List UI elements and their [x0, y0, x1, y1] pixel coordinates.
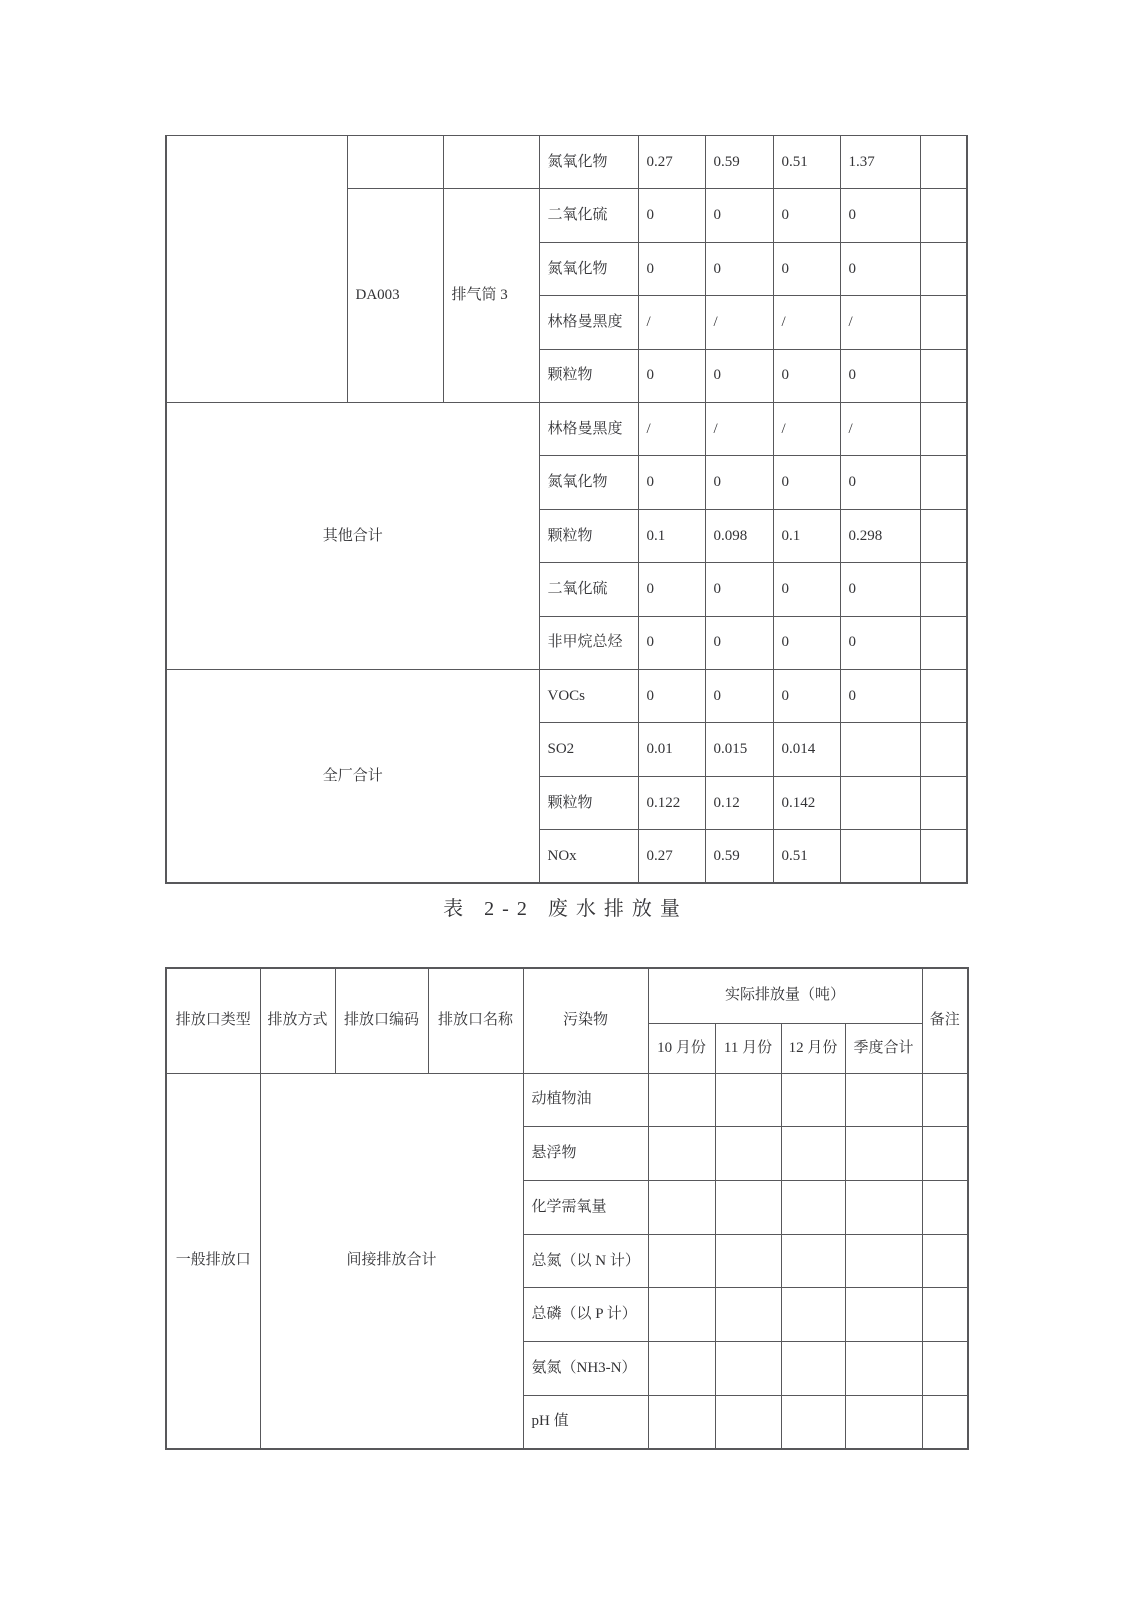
- value-cell: 0: [705, 563, 773, 616]
- value-cell: [781, 1234, 845, 1288]
- header-month-oct: 10 月份: [648, 1023, 715, 1073]
- header-outlet-name: 排放口名称: [428, 968, 523, 1073]
- value-cell: [840, 830, 920, 883]
- value-cell: 0: [638, 242, 705, 295]
- remark-cell: [922, 1234, 968, 1288]
- value-cell: [715, 1341, 781, 1395]
- value-cell: 0: [773, 616, 840, 669]
- value-cell: [781, 1127, 845, 1181]
- remark-cell: [920, 669, 967, 722]
- value-cell: [845, 1234, 922, 1288]
- pollutant-cell: 总磷（以 P 计）: [523, 1288, 648, 1342]
- value-cell: [845, 1127, 922, 1181]
- pollutant-cell: 二氧化硫: [539, 563, 638, 616]
- value-cell: 0: [638, 349, 705, 402]
- remark-cell: [920, 776, 967, 829]
- value-cell: [845, 1341, 922, 1395]
- value-cell: 0: [705, 242, 773, 295]
- value-cell: 0.142: [773, 776, 840, 829]
- header-outlet-type: 排放口类型: [166, 968, 260, 1073]
- remark-cell: [920, 349, 967, 402]
- value-cell: /: [840, 402, 920, 455]
- value-cell: [648, 1288, 715, 1342]
- remark-cell: [920, 136, 967, 189]
- value-cell: 0: [773, 349, 840, 402]
- empty-cell: [347, 136, 443, 189]
- value-cell: [715, 1234, 781, 1288]
- value-cell: [648, 1234, 715, 1288]
- remark-cell: [922, 1127, 968, 1181]
- value-cell: 0.1: [638, 509, 705, 562]
- value-cell: /: [638, 402, 705, 455]
- value-cell: 0: [638, 563, 705, 616]
- value-cell: 0.12: [705, 776, 773, 829]
- table-row: [166, 402, 967, 455]
- plant-total-label-cell: 全厂合计: [166, 669, 539, 883]
- header-remark: 备注: [922, 968, 968, 1073]
- value-cell: 0.298: [840, 509, 920, 562]
- value-cell: 0: [840, 242, 920, 295]
- header-discharge-mode: 排放方式: [260, 968, 335, 1073]
- value-cell: 0.015: [705, 723, 773, 776]
- value-cell: 0: [638, 456, 705, 509]
- pollutant-cell: SO2: [539, 723, 638, 776]
- value-cell: 0: [705, 616, 773, 669]
- value-cell: 0: [840, 563, 920, 616]
- pollutant-cell: VOCs: [539, 669, 638, 722]
- value-cell: [845, 1180, 922, 1234]
- header-actual-amount: 实际排放量（吨）: [648, 968, 922, 1023]
- header-month-nov: 11 月份: [715, 1023, 781, 1073]
- remark-cell: [920, 402, 967, 455]
- empty-cell: [443, 136, 539, 189]
- value-cell: 0: [705, 349, 773, 402]
- value-cell: 0.27: [638, 830, 705, 883]
- value-cell: /: [840, 296, 920, 349]
- value-cell: 0: [773, 456, 840, 509]
- value-cell: [648, 1127, 715, 1181]
- pollutant-cell: 悬浮物: [523, 1127, 648, 1181]
- value-cell: 0: [705, 456, 773, 509]
- value-cell: [781, 1341, 845, 1395]
- value-cell: 0.098: [705, 509, 773, 562]
- pollutant-cell: 非甲烷总烃: [539, 616, 638, 669]
- pollutant-cell: 颗粒物: [539, 509, 638, 562]
- table-row: [166, 1073, 968, 1127]
- remark-cell: [922, 1395, 968, 1449]
- value-cell: 0: [638, 616, 705, 669]
- pollutant-cell: 总氮（以 N 计）: [523, 1234, 648, 1288]
- pollutant-cell: pH 值: [523, 1395, 648, 1449]
- value-cell: [715, 1073, 781, 1127]
- remark-cell: [920, 723, 967, 776]
- remark-cell: [920, 242, 967, 295]
- group-label-cell: 间接排放合计: [260, 1073, 523, 1449]
- value-cell: 0.59: [705, 136, 773, 189]
- pollutant-cell: 动植物油: [523, 1073, 648, 1127]
- section-title: 表 2-2 废水排放量: [443, 898, 688, 920]
- value-cell: 0: [705, 669, 773, 722]
- value-cell: 0: [773, 563, 840, 616]
- other-total-label-cell: 其他合计: [166, 402, 539, 669]
- header-row: [166, 968, 968, 1023]
- value-cell: [715, 1395, 781, 1449]
- value-cell: [648, 1395, 715, 1449]
- remark-cell: [920, 616, 967, 669]
- pollutant-cell: 林格曼黑度: [539, 296, 638, 349]
- value-cell: 0: [638, 189, 705, 242]
- value-cell: [845, 1395, 922, 1449]
- pollutant-cell: 氮氧化物: [539, 456, 638, 509]
- remark-cell: [920, 830, 967, 883]
- value-cell: [648, 1073, 715, 1127]
- outlet-code-cell: DA003: [347, 189, 443, 403]
- value-cell: 0: [773, 242, 840, 295]
- value-cell: /: [705, 402, 773, 455]
- remark-cell: [922, 1288, 968, 1342]
- value-cell: 0.51: [773, 830, 840, 883]
- value-cell: 1.37: [840, 136, 920, 189]
- value-cell: 0: [638, 669, 705, 722]
- value-cell: 0: [773, 669, 840, 722]
- value-cell: [781, 1395, 845, 1449]
- table-row: [166, 136, 967, 189]
- header-pollutant: 污染物: [523, 968, 648, 1073]
- value-cell: [715, 1127, 781, 1181]
- value-cell: /: [638, 296, 705, 349]
- value-cell: [648, 1341, 715, 1395]
- value-cell: 0.59: [705, 830, 773, 883]
- header-quarter-total: 季度合计: [845, 1023, 922, 1073]
- value-cell: /: [773, 402, 840, 455]
- header-outlet-code: 排放口编码: [335, 968, 428, 1073]
- value-cell: 0.122: [638, 776, 705, 829]
- table-row: [166, 669, 967, 722]
- value-cell: 0: [840, 189, 920, 242]
- value-cell: 0.01: [638, 723, 705, 776]
- value-cell: 0: [840, 349, 920, 402]
- remark-cell: [920, 296, 967, 349]
- pollutant-cell: 颗粒物: [539, 349, 638, 402]
- outlet-name-cell: 排气筒 3: [443, 189, 539, 403]
- pollutant-cell: NOx: [539, 830, 638, 883]
- value-cell: [840, 723, 920, 776]
- remark-cell: [920, 563, 967, 616]
- value-cell: 0.27: [638, 136, 705, 189]
- remark-cell: [920, 189, 967, 242]
- header-month-dec: 12 月份: [781, 1023, 845, 1073]
- value-cell: 0.1: [773, 509, 840, 562]
- remark-cell: [920, 509, 967, 562]
- value-cell: [715, 1288, 781, 1342]
- value-cell: /: [705, 296, 773, 349]
- value-cell: [845, 1073, 922, 1127]
- value-cell: [715, 1180, 781, 1234]
- value-cell: [648, 1180, 715, 1234]
- value-cell: 0: [773, 189, 840, 242]
- value-cell: /: [773, 296, 840, 349]
- pollutant-cell: 氨氮（NH3-N）: [523, 1341, 648, 1395]
- value-cell: 0.014: [773, 723, 840, 776]
- remark-cell: [920, 456, 967, 509]
- remark-cell: [922, 1341, 968, 1395]
- value-cell: 0.51: [773, 136, 840, 189]
- value-cell: 0: [840, 669, 920, 722]
- value-cell: [840, 776, 920, 829]
- pollutant-cell: 二氧化硫: [539, 189, 638, 242]
- waste-gas-table: [165, 135, 968, 884]
- value-cell: [781, 1073, 845, 1127]
- pollutant-cell: 林格曼黑度: [539, 402, 638, 455]
- value-cell: [781, 1288, 845, 1342]
- carryover-outlet-cell: [166, 136, 347, 403]
- remark-cell: [922, 1073, 968, 1127]
- pollutant-cell: 氮氧化物: [539, 136, 638, 189]
- outlet-type-cell: 一般排放口: [166, 1073, 260, 1449]
- value-cell: 0: [705, 189, 773, 242]
- pollutant-cell: 化学需氧量: [523, 1180, 648, 1234]
- value-cell: 0: [840, 616, 920, 669]
- value-cell: [845, 1288, 922, 1342]
- value-cell: 0: [840, 456, 920, 509]
- value-cell: [781, 1180, 845, 1234]
- remark-cell: [922, 1180, 968, 1234]
- pollutant-cell: 氮氧化物: [539, 242, 638, 295]
- waste-water-table: [165, 967, 969, 1450]
- pollutant-cell: 颗粒物: [539, 776, 638, 829]
